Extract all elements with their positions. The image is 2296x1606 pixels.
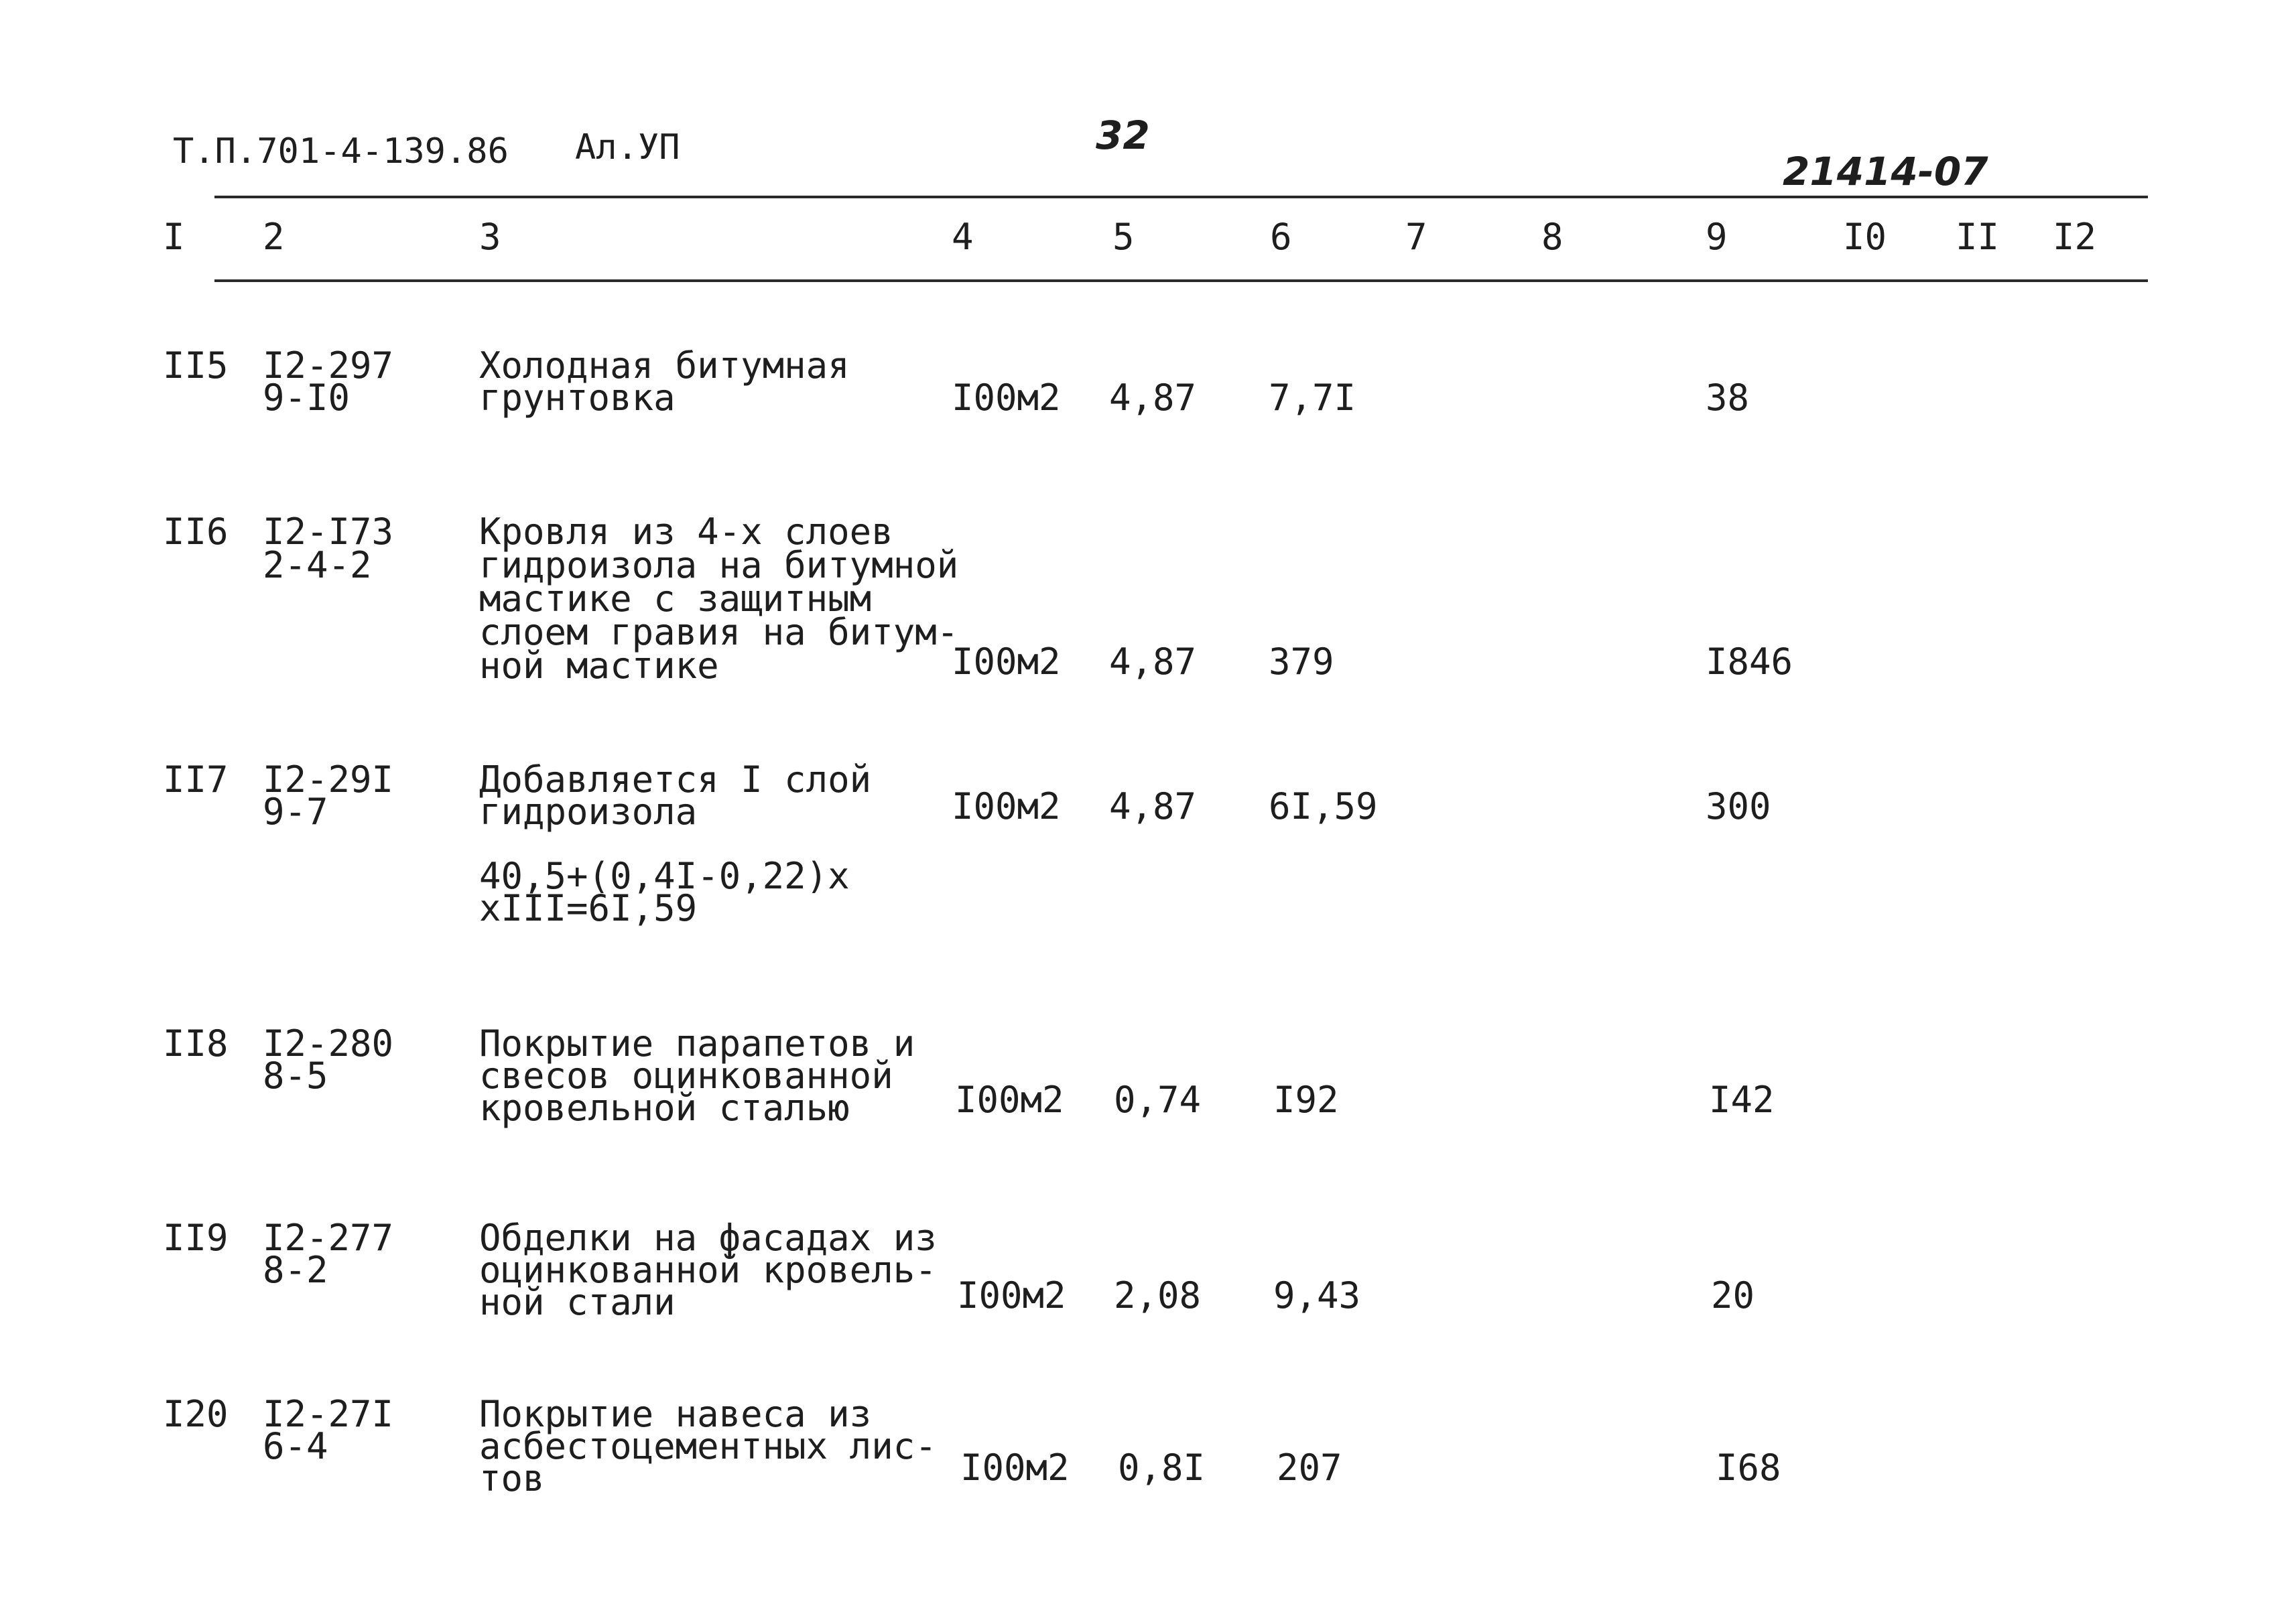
row-number: II5 [163, 344, 229, 387]
rate-code: 9-I0 [263, 377, 350, 419]
column-number: 9 [1706, 216, 1728, 258]
work-description: слоем гравия на битум- [479, 611, 959, 653]
column-number: 2 [263, 216, 285, 258]
work-description: кровельной сталью [479, 1087, 850, 1129]
column-number: I2 [2053, 216, 2097, 258]
unit: I00м2 [957, 1274, 1066, 1317]
work-description: Добавляется I слой [479, 758, 872, 801]
row-number: II8 [163, 1022, 229, 1065]
column-number: 4 [952, 216, 974, 258]
column-number: I0 [1843, 216, 1887, 258]
unit: I00м2 [952, 377, 1061, 419]
total-cost: I68 [1716, 1447, 1781, 1489]
row-number: II9 [163, 1217, 229, 1259]
rate-code: I2-277 [263, 1217, 394, 1259]
header-bottom-rule [214, 279, 2148, 282]
rate-code: I2-297 [263, 344, 394, 387]
unit: I00м2 [952, 785, 1061, 827]
work-description: мастике с защитным [479, 578, 872, 620]
work-description: Покрытие парапетов и [479, 1022, 915, 1065]
calculation-formula: xIII=6I,59 [479, 887, 698, 929]
rate-code: I2-29I [263, 758, 394, 801]
album-label: Ал.УП [575, 127, 680, 168]
total-cost: 20 [1711, 1274, 1755, 1317]
work-description: Холодная битумная [479, 344, 850, 387]
work-description: гидроизола [479, 791, 698, 833]
page-number: 32 [1096, 113, 1150, 158]
total-cost: I42 [1709, 1079, 1775, 1121]
total-cost: 300 [1706, 785, 1771, 827]
unit: I00м2 [960, 1447, 1070, 1489]
header-top-rule [214, 196, 2148, 198]
rate-code: 8-5 [263, 1055, 328, 1097]
total-cost: 38 [1706, 377, 1750, 419]
unit: I00м2 [952, 641, 1061, 683]
rate-code: I2-280 [263, 1022, 394, 1065]
work-description: гидроизола на битумной [479, 544, 959, 586]
rate-code: I2-I73 [263, 511, 394, 553]
unit-price: 9,43 [1273, 1274, 1361, 1317]
quantity: 0,74 [1114, 1079, 1202, 1121]
column-number: 7 [1405, 216, 1427, 258]
unit-price: 379 [1269, 641, 1334, 683]
quantity: 4,87 [1109, 641, 1197, 683]
document-code: Т.П.701-4-139.86 [173, 131, 509, 172]
column-number: 8 [1541, 216, 1564, 258]
work-description: ной мастике [479, 645, 719, 687]
unit-price: 207 [1277, 1447, 1342, 1489]
work-description: Обделки на фасадах из [479, 1217, 937, 1259]
row-number: II7 [163, 758, 229, 801]
total-cost: I846 [1706, 641, 1793, 683]
quantity: 4,87 [1109, 377, 1197, 419]
calculation-formula: 40,5+(0,4I-0,22)x [479, 855, 850, 897]
column-number: II [1956, 216, 2000, 258]
quantity: 0,8I [1118, 1447, 1206, 1489]
work-description: свесов оцинкованной [479, 1055, 893, 1097]
work-description: оцинкованной кровель- [479, 1249, 937, 1291]
rate-code: 9-7 [263, 791, 328, 833]
unit-price: I92 [1273, 1079, 1339, 1121]
unit: I00м2 [955, 1079, 1064, 1121]
work-description: ной стали [479, 1281, 676, 1323]
work-description: асбестоцементных лис- [479, 1425, 937, 1467]
column-number: 3 [479, 216, 501, 258]
work-description: Кровля из 4-х слоев [479, 511, 893, 553]
work-description: грунтовка [479, 377, 676, 419]
inventory-number: 21414-07 [1783, 149, 1988, 194]
rate-code: 8-2 [263, 1249, 328, 1291]
unit-price: 7,7I [1269, 377, 1356, 419]
quantity: 2,08 [1114, 1274, 1202, 1317]
rate-code: I2-27I [263, 1393, 394, 1435]
quantity: 4,87 [1109, 785, 1197, 827]
row-number: II6 [163, 511, 229, 553]
column-number: I [163, 216, 185, 258]
rate-code: 2-4-2 [263, 544, 372, 586]
row-number: I20 [163, 1393, 229, 1435]
unit-price: 6I,59 [1269, 785, 1378, 827]
work-description: Покрытие навеса из [479, 1393, 872, 1435]
work-description: тов [479, 1457, 545, 1499]
rate-code: 6-4 [263, 1425, 328, 1467]
column-number: 6 [1270, 216, 1292, 258]
column-number: 5 [1112, 216, 1135, 258]
